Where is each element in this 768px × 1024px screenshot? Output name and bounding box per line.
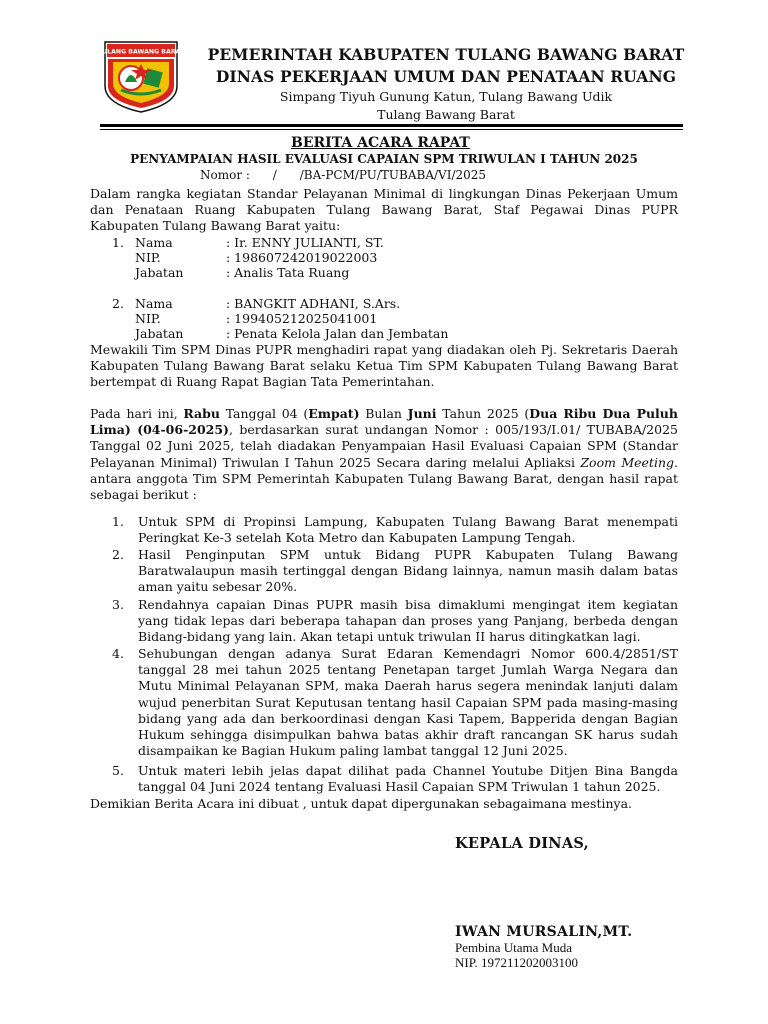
- meeting-day: Rabu: [183, 406, 220, 421]
- intro-paragraph: Dalam rangka kegiatan Standar Pelayanan Minimal di lingkungan Dinas Pekerjaan Umum dan Penataan Ruang Kabupaten Tulang Bawang Barat, Staf Pegawai Dinas PUPR Kabupaten Tulang Bawang Barat yaitu:: [90, 186, 678, 234]
- result-3-number: 3.: [112, 597, 124, 612]
- meeting-month: Juni: [407, 406, 437, 421]
- result-2-number: 2.: [112, 547, 124, 562]
- document-number: Nomor : / /BA-PCM/PU/TUBABA/VI/2025: [200, 168, 487, 182]
- letterhead-address-line1: Simpang Tiyuh Gunung Katun, Tulang Bawang Udik: [279, 89, 613, 104]
- letterhead-agency: DINAS PEKERJAAN UMUM DAN PENATAAN RUANG: [215, 67, 677, 86]
- result-2-text: Hasil Penginputan SPM untuk Bidang PUPR Kabupaten Tulang Bawang Baratwalaupun masih tertinggal dengan Bidang lainnya, namun masih dalam batas aman yaitu sebesar 20%.: [138, 547, 678, 595]
- letterhead-divider-thick: [100, 124, 683, 127]
- meeting-platform: Zoom Meeting: [580, 454, 675, 470]
- meeting-date-word: Empat): [308, 406, 360, 421]
- person-2-nip: : 199405212025041001: [226, 311, 378, 326]
- result-3-text: Rendahnya capaian Dinas PUPR masih bisa dimaklumi mengingat item kegiatan yang tidak lepas dari beberapa tahapan dan proses yang Panjang, berbeda dengan Bidang-bidang yang lain. Akan tetapi untuk triwulan II harus ditingkatkan lagi.: [138, 597, 678, 645]
- meeting-date-number: (04-06-2025): [137, 422, 229, 438]
- result-1-number: 1.: [112, 514, 124, 529]
- regency-emblem-icon: [101, 40, 181, 114]
- signatory-nip: NIP. 197211202003100: [455, 955, 579, 970]
- document-title: BERITA ACARA RAPAT: [291, 135, 470, 151]
- person-1-job-label: Jabatan: [135, 265, 184, 280]
- result-4-number: 4.: [112, 646, 124, 661]
- letterhead-address-line2: Tulang Bawang Barat: [377, 107, 515, 122]
- person-1-job: : Analis Tata Ruang: [226, 265, 350, 280]
- meeting-text-2: Tanggal 04 (: [219, 406, 309, 421]
- result-4-text: Sehubungan dengan adanya Surat Edaran Kemendagri Nomor 600.4/2851/ST tanggal 28 mei tahun 2025 tentang Penetapan target Jumlah Warga Negara dan Mutu Minimal Pelayanan SPM, maka Daerah harus segera menindak lanjuti dalam wujud penerbitan Surat Keputusan tentang hasil Capaian SPM pada masing-masing bidang yang ada dan berkoordinasi dengan Kasi Tapem, Bapperida dengan Bagian Hukum sehingga disimpulkan bahwa batas akhir draft rancangan SK harus sudah disampaikan ke Bagian Hukum paling lambat tanggal 12 Juni 2025.: [138, 646, 678, 759]
- meeting-text-1: Pada hari ini,: [90, 406, 184, 421]
- meeting-year-word: Dua Ribu Dua Puluh Lima): [90, 406, 678, 438]
- result-1-text: Untuk SPM di Propinsi Lampung, Kabupaten Tulang Bawang Barat menempati Peringkat Ke-3 setelah Kota Metro dan Kabupaten Lampung Tengah.: [138, 514, 678, 546]
- person-2-name: : BANGKIT ADHANI, S.Ars.: [226, 296, 401, 311]
- meeting-text-7: . antara anggota Tim SPM Pemerintah Kabupaten Tulang Bawang Barat, dengan hasil rapat sebagai berikut :: [90, 454, 678, 503]
- person-2-job: : Penata Kelola Jalan dan Jembatan: [226, 326, 449, 341]
- meeting-text-3: Bulan: [359, 406, 408, 421]
- person-2-job-label: Jabatan: [135, 326, 184, 341]
- signature-title: KEPALA DINAS,: [455, 835, 590, 852]
- signatory-rank: Pembina Utama Muda: [455, 940, 572, 955]
- person-2-number: 2.: [112, 296, 124, 311]
- letterhead-government: PEMERINTAH KABUPATEN TULANG BAWANG BARAT: [207, 45, 685, 64]
- person-1-nip-label: NIP.: [135, 250, 161, 265]
- person-2-nip-label: NIP.: [135, 311, 161, 326]
- person-1-name: : Ir. ENNY JULIANTI, ST.: [226, 235, 384, 250]
- meeting-paragraph: [90, 406, 678, 503]
- person-2-name-label: Nama: [135, 296, 173, 311]
- meeting-text-6: , berdasarkan surat undangan Nomor : 005/193/I.01/ TUBABA/2025 Tanggal 02 Juni 2025, telah diadakan Penyampaian Hasil Evaluasi Capaian SPM (Standar Pelayanan Minimal) Triwulan I Tahun 2025 Secara daring melalui Apliaksi: [90, 422, 678, 470]
- meeting-text-4: Tahun 2025 (: [436, 406, 530, 421]
- regency-logo: [101, 40, 181, 114]
- person-1-number: 1.: [112, 235, 124, 250]
- representation-paragraph: Mewakili Tim SPM Dinas PUPR menghadiri rapat yang diadakan oleh Pj. Sekretaris Daerah Kabupaten Tulang Bawang Barat selaku Ketua Tim SPM Kabupaten Tulang Bawang Barat bertempat di Ruang Rapat Bagian Tata Pemerintahan.: [90, 342, 678, 390]
- person-1-name-label: Nama: [135, 235, 173, 250]
- logo-text: TULANG BAWANG BARAT: [101, 48, 181, 56]
- closing-statement: Demikian Berita Acara ini dibuat , untuk dapat dipergunakan sebagaimana mestinya.: [90, 796, 633, 811]
- result-5-text: Untuk materi lebih jelas dapat dilihat pada Channel Youtube Ditjen Bina Bangda tanggal 04 Juni 2024 tentang Evaluasi Hasil Capaian SPM Triwulan 1 tahun 2025.: [138, 763, 678, 795]
- document-subtitle: PENYAMPAIAN HASIL EVALUASI CAPAIAN SPM TRIWULAN I TAHUN 2025: [130, 152, 638, 166]
- signatory-name: IWAN MURSALIN,MT.: [455, 924, 633, 940]
- result-5-number: 5.: [112, 763, 124, 778]
- person-1-nip: : 198607242019022003: [226, 250, 378, 265]
- letterhead-divider-thin: [100, 129, 683, 130]
